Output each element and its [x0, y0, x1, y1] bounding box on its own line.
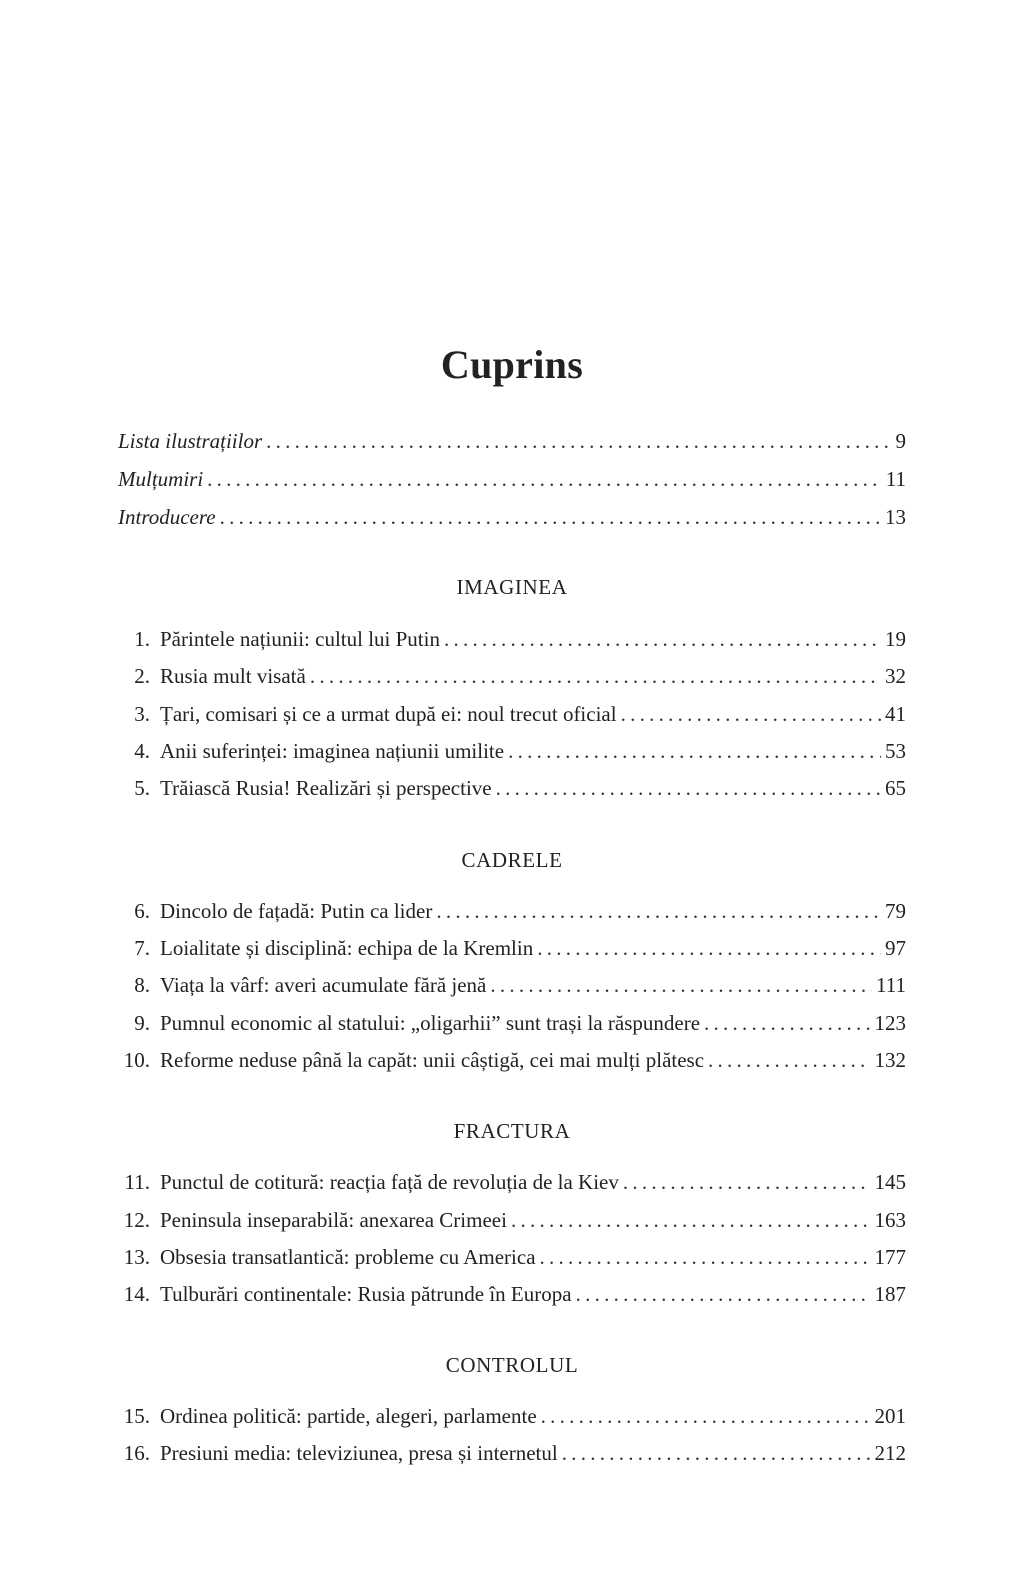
chapter-number: 6.: [134, 899, 150, 923]
chapter-title: Pumnul economic al statului: „oligarhii” sunt trași la răspundere: [160, 1011, 701, 1035]
toc-entry-page: 11: [885, 467, 906, 491]
chapter-number: 5.: [134, 776, 150, 800]
chapter-number: 7.: [134, 936, 150, 960]
toc-entry-chapter[interactable]: [118, 699, 906, 729]
toc-entry-title: Introducere: [118, 505, 216, 529]
chapter-title: Punctul de cotitură: reacția față de revoluția de la Kiev: [160, 1170, 619, 1194]
section-heading-controlul: CONTROLUL: [445, 1353, 579, 1377]
chapter-number: 11.: [124, 1170, 150, 1194]
toc-entry-chapter[interactable]: [118, 933, 906, 963]
dot-leader: [220, 502, 881, 532]
toc-entry-chapter[interactable]: [118, 1045, 906, 1075]
chapter-title: Loialitate și disciplină: echipa de la Kremlin: [160, 936, 534, 960]
dot-leader: [207, 464, 882, 494]
toc-entry-chapter[interactable]: [118, 1401, 906, 1431]
chapter-page: 212: [874, 1441, 906, 1465]
dot-leader: [541, 1401, 871, 1431]
chapter-title: Părintele națiunii: cultul lui Putin: [160, 627, 440, 651]
toc-entry-chapter[interactable]: [118, 1205, 906, 1235]
chapter-number: 8.: [134, 973, 150, 997]
dot-leader: [540, 1242, 871, 1272]
toc-entry-page: 9: [895, 429, 906, 453]
chapter-page: 187: [874, 1282, 906, 1306]
toc-entry-chapter[interactable]: [118, 1008, 906, 1038]
dot-leader: [508, 736, 881, 766]
chapter-page: 132: [874, 1048, 906, 1072]
chapter-number: 1.: [134, 627, 150, 651]
chapter-title: Tulburări continentale: Rusia pătrunde în Europa: [160, 1282, 572, 1306]
chapter-title: Ordinea politică: partide, alegeri, parlamente: [160, 1404, 537, 1428]
chapter-title: Țari, comisari și ce a urmat după ei: noul trecut oficial: [160, 702, 617, 726]
toc-entry-front-matter[interactable]: [118, 502, 906, 532]
chapter-page: 53: [885, 739, 906, 763]
dot-leader: [310, 661, 881, 691]
toc-entry-chapter[interactable]: [118, 1438, 906, 1468]
dot-leader: [623, 1167, 871, 1197]
dot-leader: [436, 896, 881, 926]
toc-entry-front-matter[interactable]: [118, 464, 906, 494]
chapter-number: 9.: [134, 1011, 150, 1035]
dot-leader: [496, 773, 881, 803]
chapter-page: 19: [885, 627, 906, 651]
chapter-title: Peninsula inseparabilă: anexarea Crimeei: [160, 1208, 507, 1232]
toc-entry-chapter[interactable]: [118, 1242, 906, 1272]
chapter-page: 79: [885, 899, 906, 923]
chapter-title: Rusia mult visată: [160, 664, 306, 688]
dot-leader: [266, 426, 891, 456]
toc-entry-chapter[interactable]: [118, 661, 906, 691]
chapter-title: Obsesia transatlantică: probleme cu America: [160, 1245, 536, 1269]
section-heading-imaginea: IMAGINEA: [456, 575, 568, 599]
toc-entry-chapter[interactable]: [118, 624, 906, 654]
page-title: Cuprins: [440, 341, 584, 387]
chapter-title: Anii suferinței: imaginea națiunii umilite: [160, 739, 505, 763]
chapter-page: 123: [874, 1011, 906, 1035]
dot-leader: [490, 970, 872, 1000]
toc-entry-page: 13: [885, 505, 906, 529]
chapter-page: 177: [874, 1245, 906, 1269]
chapter-number: 10.: [123, 1048, 150, 1072]
chapter-page: 145: [874, 1170, 906, 1194]
chapter-title: Reforme neduse până la capăt: unii câștigă, cei mai mulți plătesc: [160, 1048, 705, 1072]
chapter-page: 32: [885, 664, 906, 688]
chapter-number: 12.: [123, 1208, 150, 1232]
toc-entry-chapter[interactable]: [118, 773, 906, 803]
chapter-number: 13.: [123, 1245, 150, 1269]
chapter-number: 2.: [134, 664, 150, 688]
dot-leader: [576, 1279, 871, 1309]
chapter-number: 3.: [134, 702, 150, 726]
dot-leader: [704, 1008, 870, 1038]
toc-entry-chapter[interactable]: [118, 896, 906, 926]
chapter-page: 97: [885, 936, 906, 960]
dot-leader: [621, 699, 881, 729]
chapter-title: Dincolo de fațadă: Putin ca lider: [160, 899, 433, 923]
chapter-page: 201: [874, 1404, 906, 1428]
dot-leader: [444, 624, 881, 654]
chapter-page: 41: [885, 702, 906, 726]
toc-entry-chapter[interactable]: [118, 1167, 906, 1197]
chapter-page: 111: [876, 973, 906, 997]
dot-leader: [511, 1205, 871, 1235]
section-heading-fractura: FRACTURA: [453, 1119, 571, 1143]
chapter-number: 14.: [123, 1282, 150, 1306]
chapter-number: 16.: [123, 1441, 150, 1465]
chapter-title: Trăiască Rusia! Realizări și perspective: [160, 776, 492, 800]
section-heading-cadrele: CADRELE: [461, 848, 563, 872]
chapter-number: 4.: [134, 739, 150, 763]
toc-entry-title: Mulțumiri: [118, 467, 204, 491]
dot-leader: [537, 933, 881, 963]
chapter-title: Viața la vârf: averi acumulate fără jenă: [160, 973, 487, 997]
toc-entry-front-matter[interactable]: [118, 426, 906, 456]
chapter-number: 15.: [123, 1404, 150, 1428]
dot-leader: [708, 1045, 870, 1075]
chapter-page: 65: [885, 776, 906, 800]
chapter-page: 163: [874, 1208, 906, 1232]
toc-entry-title: Lista ilustrațiilor: [118, 429, 263, 453]
toc-entry-chapter[interactable]: [118, 1279, 906, 1309]
toc-entry-chapter[interactable]: [118, 970, 906, 1000]
chapter-title: Presiuni media: televiziunea, presa și internetul: [160, 1441, 558, 1465]
dot-leader: [562, 1438, 871, 1468]
toc-entry-chapter[interactable]: [118, 736, 906, 766]
